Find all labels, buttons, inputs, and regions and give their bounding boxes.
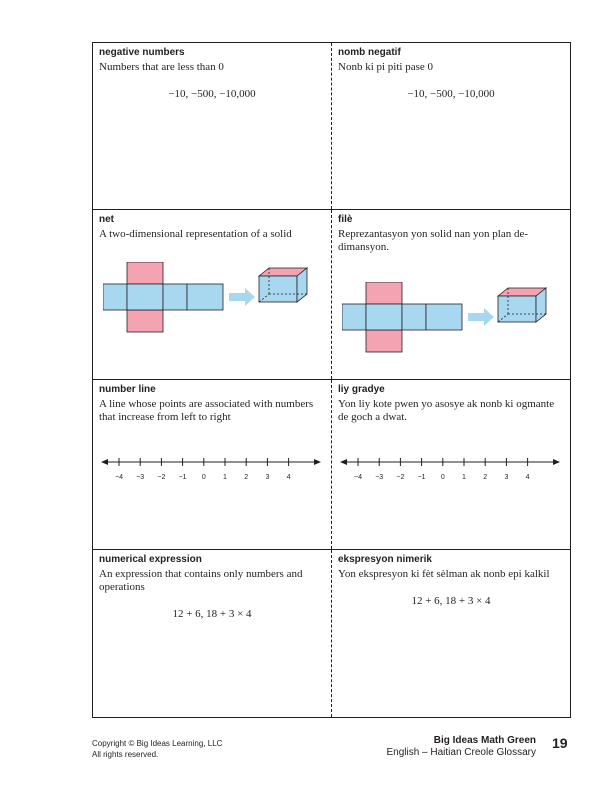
example-english: −10, −500, −10,000 (168, 88, 256, 100)
glossary-row (93, 380, 570, 550)
number-line-label: 4 (525, 474, 530, 481)
number-line-label: 3 (265, 474, 270, 481)
number-line-label: 2 (483, 474, 488, 481)
number-line-label: −3 (375, 474, 384, 481)
term-english: numerical expression (99, 554, 202, 565)
number-line (101, 450, 321, 490)
definition-english: A two-dimensional representation of a solid (99, 228, 292, 240)
example-english: 12 + 6, 18 + 3 × 4 (172, 608, 252, 620)
creole-cell (332, 380, 570, 549)
english-cell (93, 550, 332, 717)
definition-creole: Yon liy kote pwen yo asosye ak nonb ki ogmante de goch a dwat. (338, 398, 555, 423)
number-line-label: 2 (244, 474, 249, 481)
book-title: Big Ideas Math Green (433, 735, 536, 746)
term-english: number line (99, 384, 156, 395)
glossary-row (93, 210, 570, 380)
english-cell (93, 380, 332, 549)
term-creole: ekspresyon nimerik (338, 554, 432, 565)
page-number: 19 (552, 735, 568, 751)
creole-cell (332, 210, 570, 379)
number-line-label: −3 (136, 474, 145, 481)
term-english: negative numbers (99, 47, 185, 58)
book-info (386, 735, 536, 759)
rights-text: All rights reserved. (92, 750, 159, 759)
term-creole: filè (338, 214, 353, 225)
number-line-label: 0 (440, 474, 445, 481)
copyright-text: Copyright © Big Ideas Learning, LLC (92, 739, 223, 748)
number-line-label: 4 (286, 474, 291, 481)
number-line-label: 0 (201, 474, 206, 481)
glossary-row (93, 43, 570, 210)
number-line-label: −2 (157, 474, 166, 481)
net-figure (342, 282, 564, 356)
number-line-label: 1 (223, 474, 227, 481)
net-figure (103, 262, 325, 336)
creole-cell (332, 550, 570, 717)
english-cell (93, 210, 332, 379)
term-english: net (99, 214, 114, 225)
number-line-label: −1 (178, 474, 187, 481)
glossary-row (93, 550, 570, 717)
creole-cell (332, 43, 570, 209)
number-line-label: −4 (115, 474, 123, 481)
glossary-grid (92, 42, 571, 718)
example-creole: 12 + 6, 18 + 3 × 4 (411, 595, 491, 607)
glossary-title: English – Haitian Creole Glossary (386, 747, 536, 758)
definition-creole: Nonb ki pi piti pase 0 (338, 61, 434, 73)
number-line-label: −1 (417, 474, 426, 481)
definition-creole: Yon ekspresyon ki fèt sèlman ak nonb epi kalkil (338, 568, 550, 580)
definition-english: A line whose points are associated with numbers that increase from left to right (99, 398, 314, 423)
example-creole: −10, −500, −10,000 (407, 88, 495, 100)
number-line-label: 3 (504, 474, 509, 481)
term-creole: nomb negatif (338, 47, 401, 58)
definition-creole: Reprezantasyon yon solid nan yon plan de-dimansyon. (338, 228, 529, 253)
copyright-notice (92, 738, 222, 760)
number-line-label: −4 (354, 474, 362, 481)
english-cell (93, 43, 332, 209)
definition-english: Numbers that are less than 0 (99, 61, 224, 73)
definition-english: An expression that contains only numbers and operations (99, 568, 303, 593)
number-line (340, 450, 560, 490)
term-creole: liy gradye (338, 384, 385, 395)
number-line-label: −2 (396, 474, 405, 481)
number-line-label: 1 (462, 474, 466, 481)
